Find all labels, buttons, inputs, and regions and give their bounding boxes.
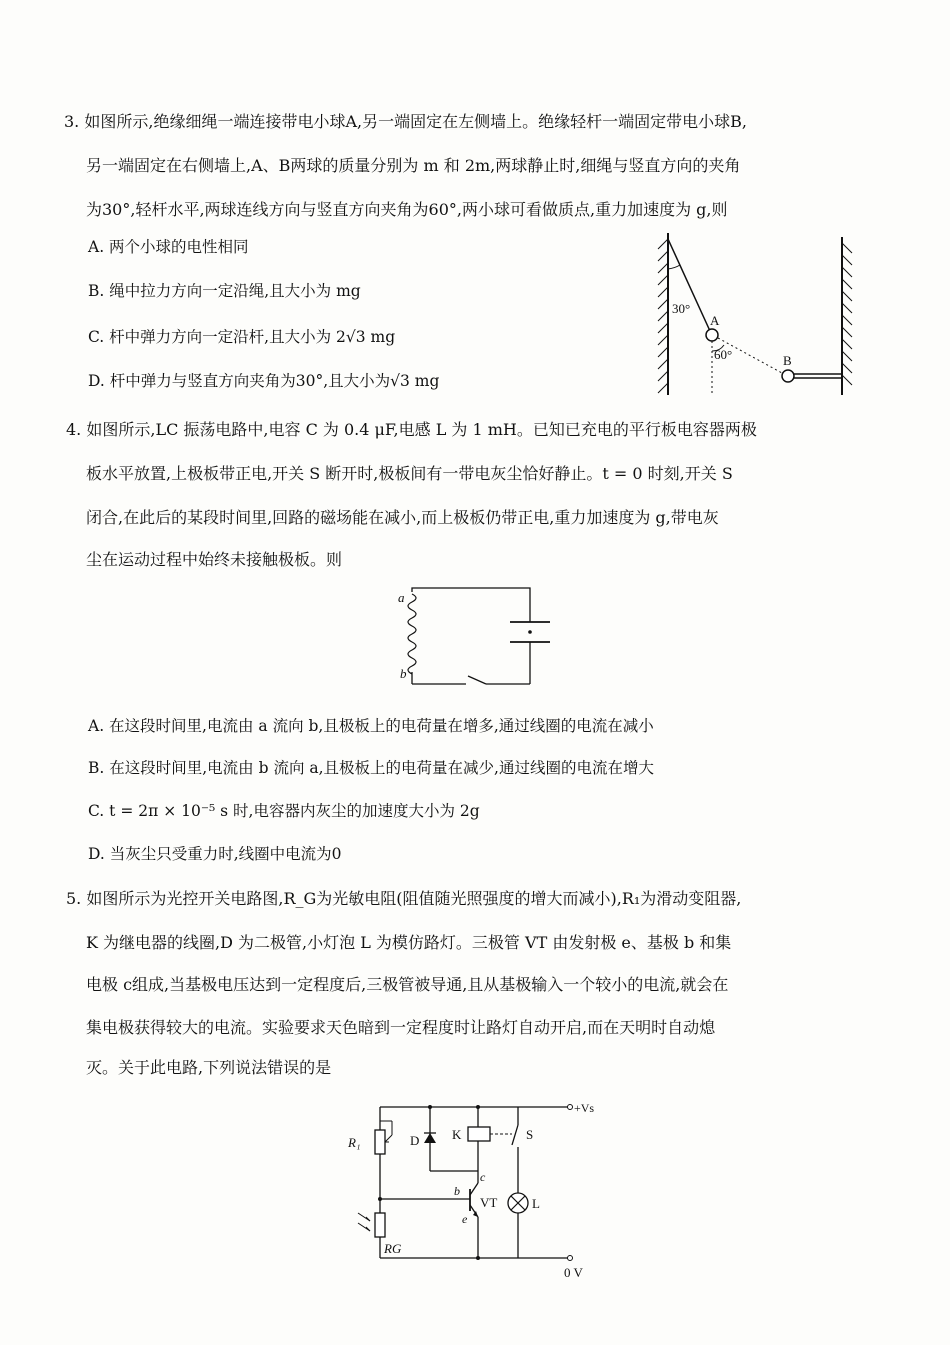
q3-label-a: A (710, 313, 720, 328)
q4-line-3: 闭合,在此后的某段时间里,回路的磁场能在减小,而上极板仍带正电,重力加速度为 g,带电灰 (86, 508, 719, 527)
q4-label-a: a (398, 590, 405, 605)
label-0v: 0 V (564, 1265, 583, 1280)
label-l: L (532, 1196, 540, 1211)
q3-option-c: C. 杆中弹力方向一定沿杆,且大小为 2√3 mg (88, 328, 396, 346)
q3-figure (640, 225, 870, 400)
q3-line-3: 为30°,轻杆水平,两球连线方向与竖直方向夹角为60°,两小球可看做质点,重力加速度为 g,则 (86, 200, 728, 219)
q4-lc-circuit (390, 580, 560, 695)
label-e: e (462, 1212, 468, 1226)
q5-light-control-circuit (340, 1095, 600, 1290)
q5-line-2: K 为继电器的线圈,D 为二极管,小灯泡 L 为模仿路灯。三极管 VT 由发射极 e、基极 b 和集 (86, 933, 732, 952)
ball-b (782, 370, 794, 382)
q4-option-b: B. 在这段时间里,电流由 b 流向 a,且极板上的电荷量在减少,通过线圈的电流在增大 (88, 759, 654, 777)
dust-particle (528, 630, 532, 634)
label-b: b (454, 1184, 460, 1198)
label-rg: RG (384, 1241, 402, 1256)
q5-line-3: 电极 c组成,当基极电压达到一定程度后,三极管被导通,且从基极输入一个较小的电流,就会在 (86, 975, 729, 994)
switch-s (468, 676, 486, 684)
q3-line-1: 3. 如图所示,绝缘细绳一端连接带电小球A,另一端固定在左侧墙上。绝缘轻杆一端固定带电小球B, (64, 112, 747, 131)
switch-s (512, 1125, 518, 1145)
q5-line-1: 5. 如图所示为光控开关电路图,R_G为光敏电阻(阻值随光照强度的增大而减小),R₁为滑动变阻器, (66, 889, 742, 908)
q4-label-b: b (400, 666, 407, 681)
q3-option-b: B. 绳中拉力方向一定沿绳,且大小为 mg (88, 282, 361, 300)
r1-resistor (375, 1130, 385, 1154)
ball-a (706, 329, 718, 341)
q5-line-4: 集电极获得较大的电流。实验要求天色暗到一定程度时让路灯自动开启,而在天明时自动熄 (86, 1018, 716, 1037)
label-s: S (526, 1127, 534, 1142)
label-vt: VT (480, 1195, 498, 1210)
q3-option-d: D. 杆中弹力与竖直方向夹角为30°,且大小为√3 mg (88, 372, 440, 390)
q4-line-2: 板水平放置,上极板带正电,开关 S 断开时,极板间有一带电灰尘恰好静止。t = 0 时刻,开关 S (86, 464, 733, 483)
label-c: c (480, 1170, 486, 1184)
q3-option-a: A. 两个小球的电性相同 (88, 238, 249, 256)
q3-angle-30: 30° (672, 301, 691, 316)
q4-option-d: D. 当灰尘只受重力时,线圈中电流为0 (88, 845, 342, 863)
q5-line-5: 灭。关于此电路,下列说法错误的是 (86, 1058, 332, 1077)
rg-photoresistor (375, 1213, 385, 1237)
q4-line-1: 4. 如图所示,LC 振荡电路中,电容 C 为 0.4 μF,电感 L 为 1 mH。已知已充电的平行板电容器两极 (66, 420, 757, 439)
label-d: D (410, 1133, 420, 1148)
label-r1: R₁ (348, 1135, 361, 1150)
q4-option-c: C. t = 2π × 10⁻⁵ s 时,电容器内灰尘的加速度大小为 2g (88, 802, 480, 820)
q3-label-b: B (783, 353, 792, 368)
relay-coil-k (468, 1127, 490, 1141)
label-k: K (452, 1127, 462, 1142)
q4-option-a: A. 在这段时间里,电流由 a 流向 b,且极板上的电荷量在增多,通过线圈的电流在减小 (88, 717, 654, 735)
label-vs: +Vs (574, 1101, 595, 1115)
q4-line-4: 尘在运动过程中始终未接触极板。则 (86, 550, 343, 569)
inductor-coil (408, 594, 416, 674)
diode-d (424, 1133, 436, 1143)
q3-angle-60: 60° (714, 347, 733, 362)
q3-line-2: 另一端固定在右侧墙上,A、B两球的质量分别为 m 和 2m,两球静止时,细绳与竖直方向的夹角 (86, 156, 741, 175)
